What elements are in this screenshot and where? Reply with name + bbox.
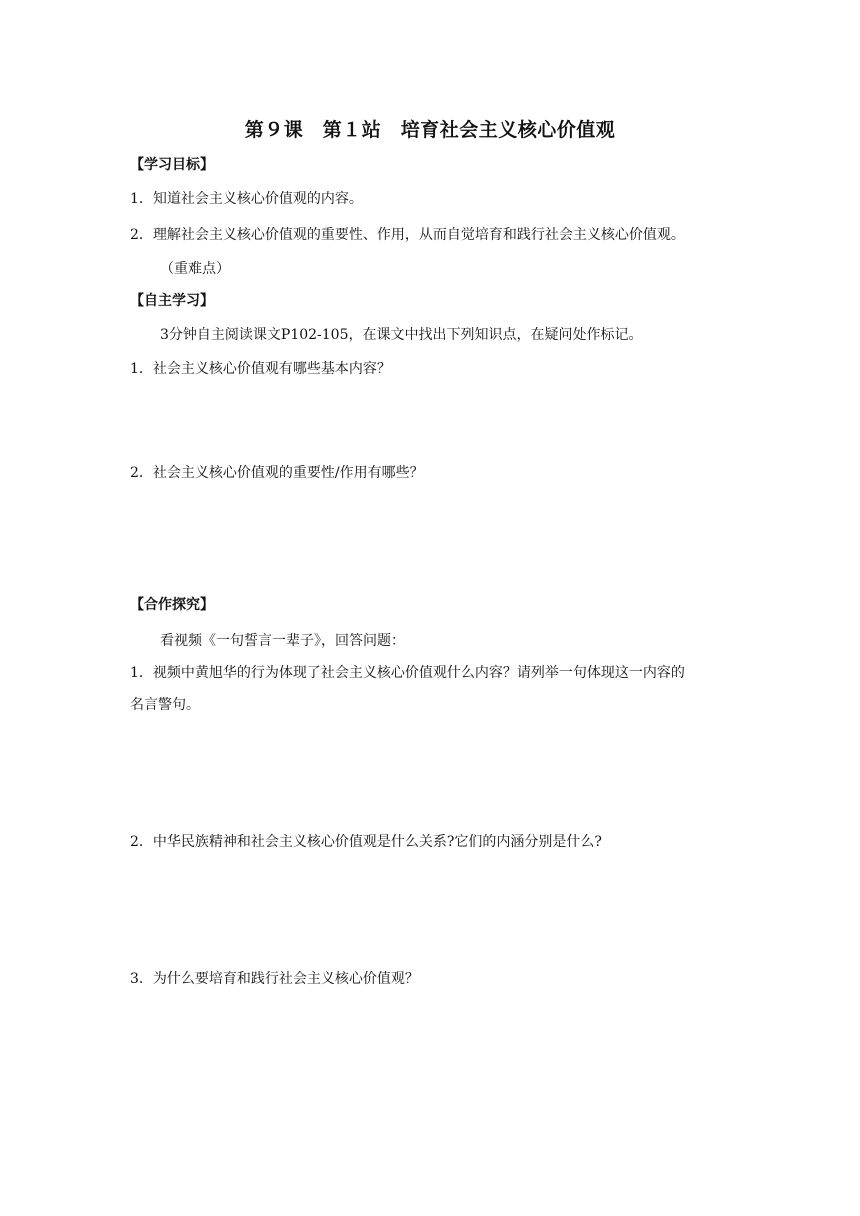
section-heading-cooperation: 【合作探究】 (130, 597, 214, 613)
goal-item-2: 2．理解社会主义核心价值观的重要性、作用，从而自觉培育和践行社会主义核心价值观。 (130, 227, 685, 243)
section-heading-goals: 【学习目标】 (130, 157, 214, 173)
cooperation-question-1-line-2: 名言警句。 (130, 697, 200, 713)
self-study-question-2: 2．社会主义核心价值观的重要性/作用有哪些？ (130, 465, 424, 481)
page-title: 第９课 第１站 培育社会主义核心价值观 (244, 119, 616, 141)
self-study-question-1: 1．社会主义核心价值观有哪些基本内容？ (130, 361, 391, 377)
cooperation-question-1-line-1: 1．视频中黄旭华的行为体现了社会主义核心价值观什么内容？请列举一句体现这一内容的 (130, 665, 685, 681)
cooperation-question-2: 2．中华民族精神和社会主义核心价值观是什么关系?它们的内涵分别是什么? (130, 834, 602, 850)
self-study-intro: 3分钟自主阅读课文P102-105，在课文中找出下列知识点，在疑问处作标记。 (160, 327, 643, 343)
cooperation-question-3: 3．为什么要培育和践行社会主义核心价值观？ (130, 971, 419, 987)
cooperation-intro: 看视频《一句誓言一辈子》，回答问题： (160, 633, 405, 649)
goal-item-2-note: （重难点） (160, 261, 230, 277)
section-heading-self-study: 【自主学习】 (130, 293, 214, 309)
goal-item-1: 1．知道社会主义核心价值观的内容。 (130, 191, 363, 207)
